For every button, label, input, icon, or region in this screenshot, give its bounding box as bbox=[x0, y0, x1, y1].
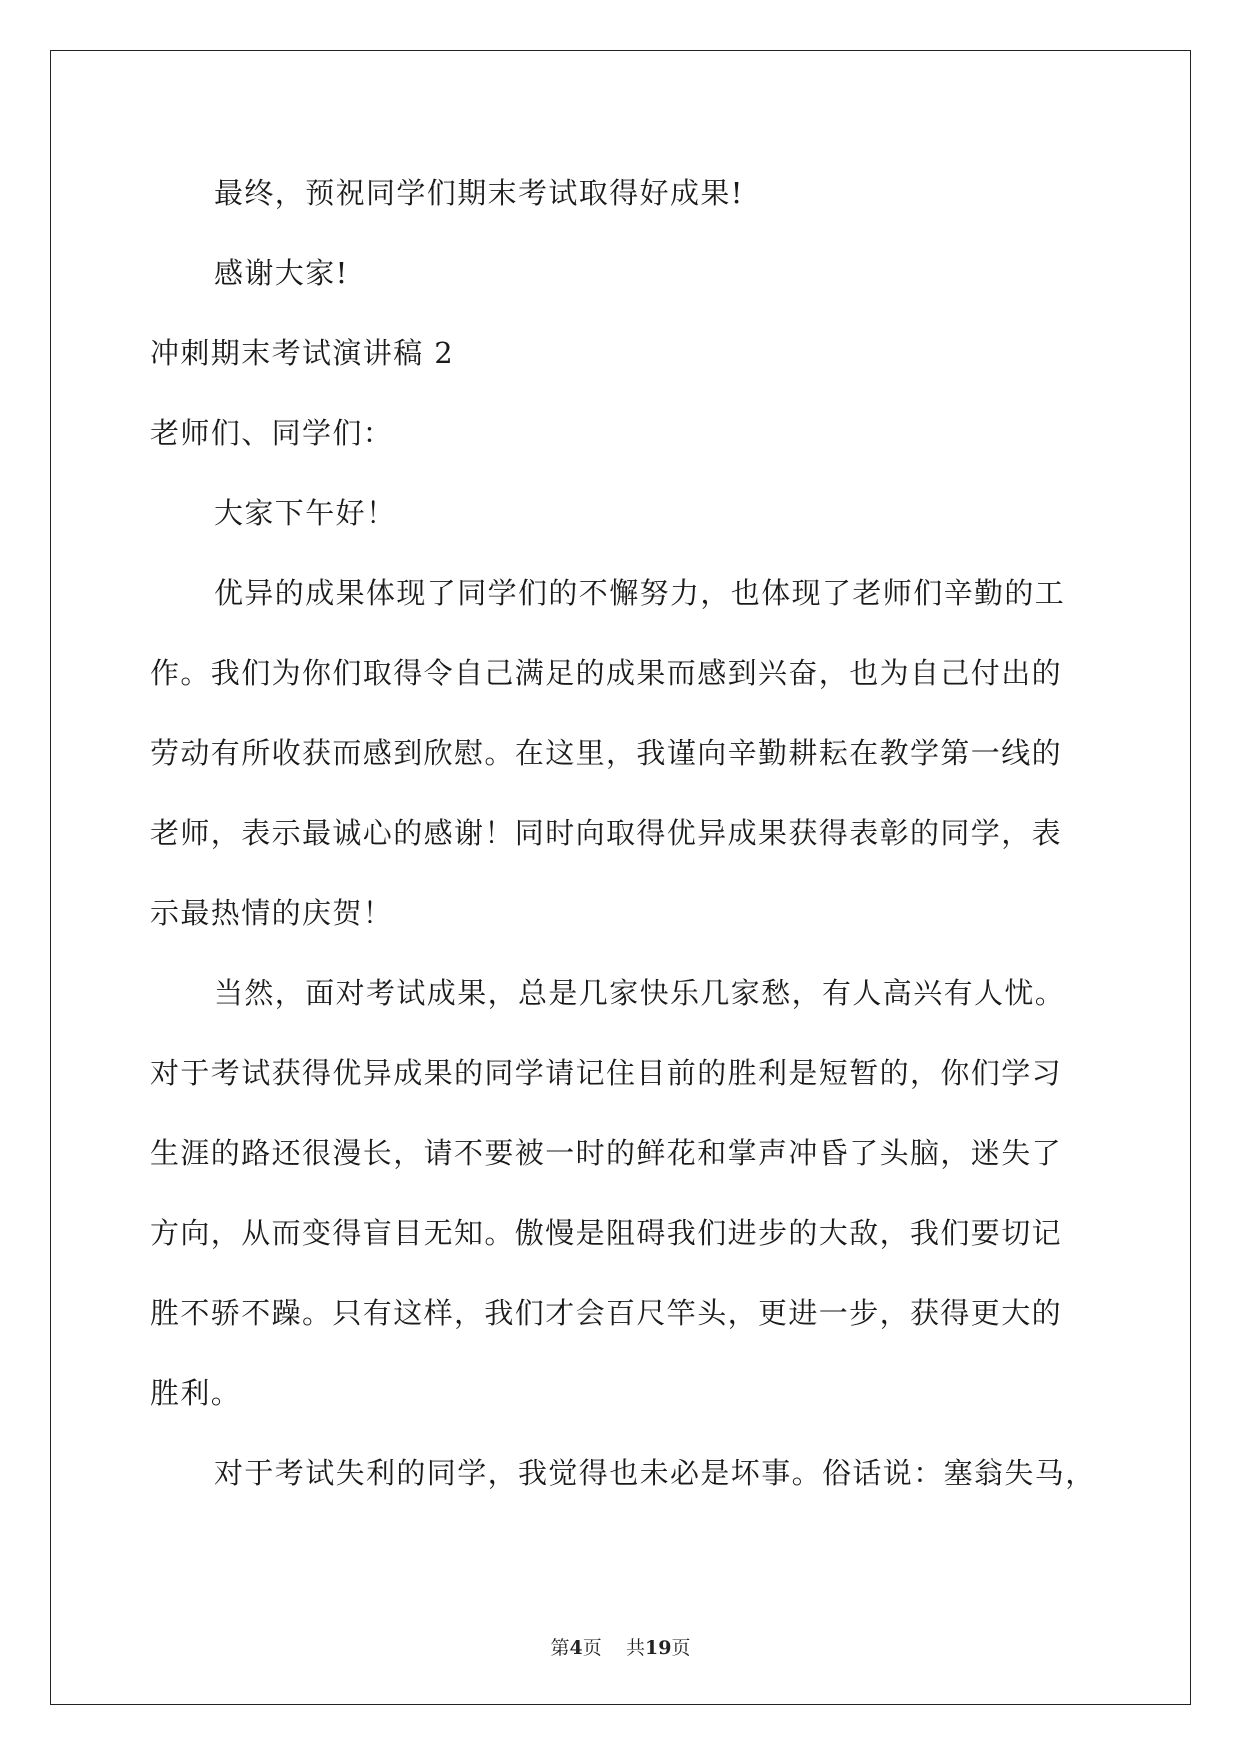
footer-page-number: 4 bbox=[569, 1637, 583, 1659]
footer-page-suffix: 页 bbox=[582, 1637, 602, 1659]
text-line: 最终，预祝同学们期末考试取得好成果! bbox=[214, 176, 744, 210]
text-line: 对于考试获得优异成果的同学请记住目前的胜利是短暂的，你们学习 bbox=[150, 1056, 1063, 1090]
text-line: 生涯的路还很漫长，请不要被一时的鲜花和掌声冲昏了头脑，迷失了 bbox=[150, 1136, 1063, 1170]
page-footer bbox=[0, 1636, 1241, 1660]
text-line: 作。我们为你们取得令自己满足的成果而感到兴奋，也为自己付出的 bbox=[150, 656, 1063, 690]
section-heading: 冲刺期末考试演讲稿 2 bbox=[150, 336, 455, 370]
text-line: 示最热情的庆贺！ bbox=[150, 896, 394, 930]
footer-total-suffix: 页 bbox=[671, 1637, 691, 1659]
text-line: 对于考试失利的同学，我觉得也未必是坏事。俗话说：塞翁失马， bbox=[214, 1456, 1096, 1490]
text-line: 方向，从而变得盲目无知。傲慢是阻碍我们进步的大敌，我们要切记 bbox=[150, 1216, 1063, 1250]
greeting: 大家下午好！ bbox=[214, 496, 397, 530]
text-line: 当然，面对考试成果，总是几家快乐几家愁，有人高兴有人忧。 bbox=[214, 976, 1066, 1010]
salutation: 老师们、同学们： bbox=[150, 416, 394, 450]
footer-total-pages: 19 bbox=[644, 1637, 672, 1659]
text-line: 感谢大家! bbox=[214, 256, 349, 290]
text-line: 胜不骄不躁。只有这样，我们才会百尺竿头，更进一步，获得更大的 bbox=[150, 1296, 1063, 1330]
footer-total-prefix: 共 bbox=[625, 1637, 645, 1659]
text-line: 优异的成果体现了同学们的不懈努力，也体现了老师们辛勤的工 bbox=[214, 576, 1066, 610]
text-line: 劳动有所收获而感到欣慰。在这里，我谨向辛勤耕耘在教学第一线的 bbox=[150, 736, 1063, 770]
text-line: 老师，表示最诚心的感谢！同时向取得优异成果获得表彰的同学，表 bbox=[150, 816, 1063, 850]
text-line: 胜利。 bbox=[150, 1376, 242, 1410]
footer-page-prefix: 第 bbox=[550, 1637, 570, 1659]
